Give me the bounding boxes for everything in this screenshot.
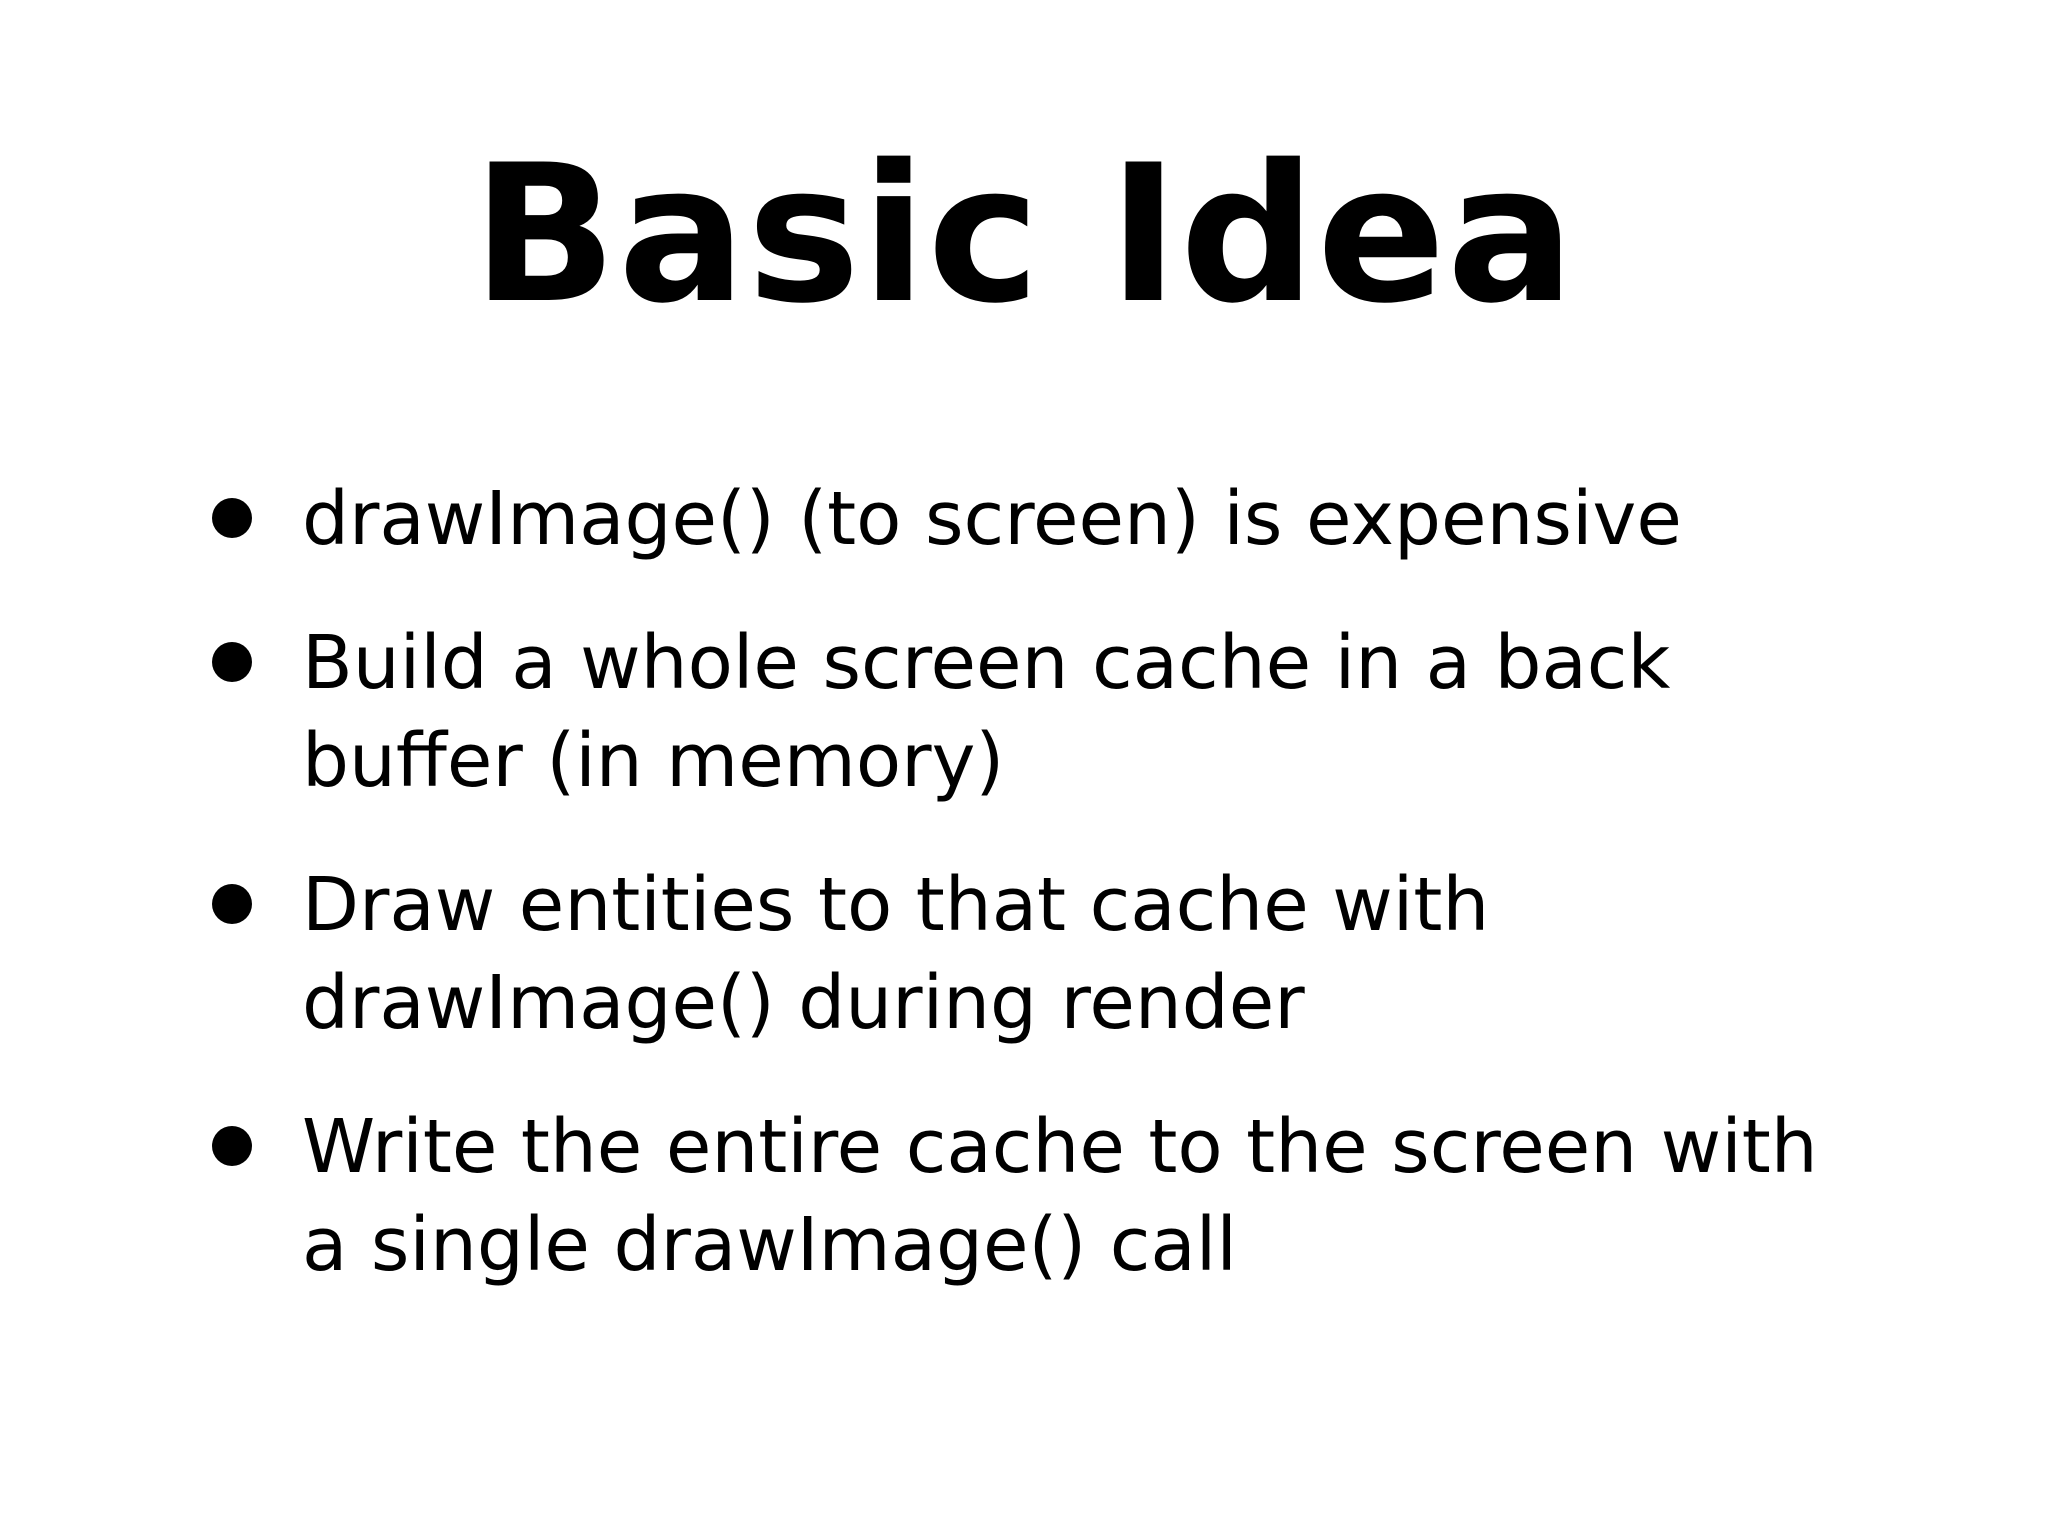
bullet-dot-icon bbox=[212, 1126, 252, 1166]
bullet-text: Write the entire cache to the screen with a single drawImage() call bbox=[302, 1104, 1818, 1288]
bullet-text: drawImage() (to screen) is expensive bbox=[302, 476, 1682, 562]
bullet-dot-icon bbox=[212, 498, 252, 538]
bullet-text: Build a whole screen cache in a back buffer (in memory) bbox=[302, 620, 1671, 804]
bullet-text: Draw entities to that cache with drawImage() during render bbox=[302, 862, 1490, 1046]
bullet-item bbox=[200, 470, 1820, 568]
bullet-item bbox=[200, 614, 1820, 810]
bullet-dot-icon bbox=[212, 884, 252, 924]
slide-title: Basic Idea bbox=[472, 124, 1576, 345]
bullet-dot-icon bbox=[212, 642, 252, 682]
bullet-list bbox=[200, 470, 1820, 1340]
bullet-item bbox=[200, 856, 1820, 1052]
bullet-item bbox=[200, 1098, 1820, 1294]
